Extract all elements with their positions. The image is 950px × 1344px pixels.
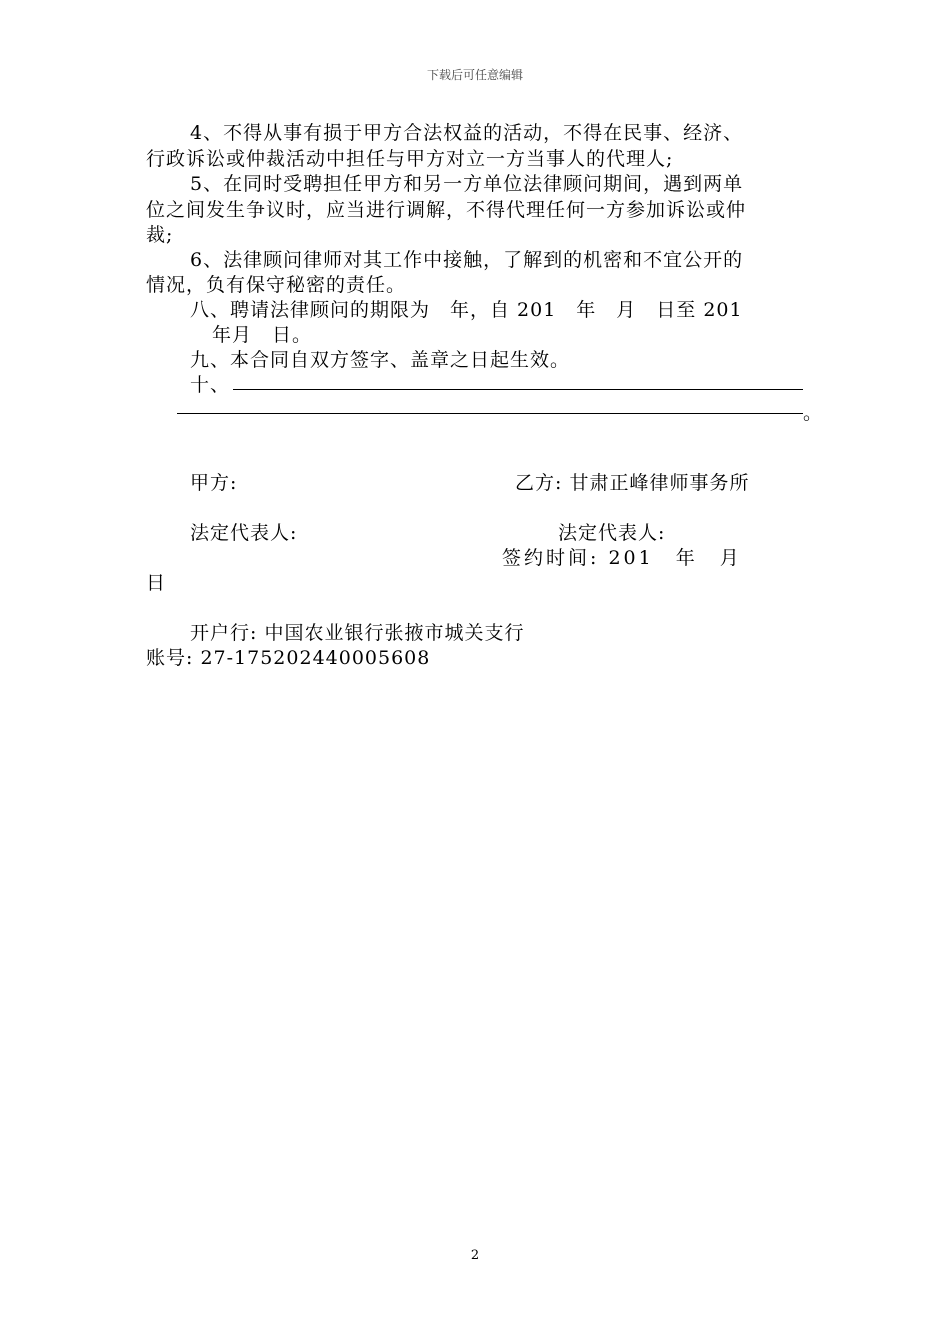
item10-end-mark: 。 bbox=[803, 402, 824, 424]
bank-line: 开户行: 中国农业银行张掖市城关支行 bbox=[190, 622, 525, 644]
item4-line2: 行政诉讼或仲裁活动中担任与甲方对立一方当事人的代理人; bbox=[146, 148, 674, 170]
item5-line3: 裁; bbox=[146, 224, 174, 246]
item10-blank-line-2 bbox=[177, 413, 803, 414]
page-number: 2 bbox=[470, 1248, 480, 1263]
item8-line2: 年月 日。 bbox=[212, 324, 313, 346]
rep-b-label: 法定代表人: bbox=[558, 522, 666, 544]
item10-label: 十、 bbox=[190, 374, 231, 396]
item5-line1: 5、在同时受聘担任甲方和另一方单位法律顾问期间，遇到两单 bbox=[190, 173, 744, 195]
item5-line2: 位之间发生争议时，应当进行调解，不得代理任何一方参加诉讼或仲 bbox=[146, 199, 747, 221]
sign-day: 日 bbox=[146, 572, 167, 594]
item9-line: 九、本合同自双方签字、盖章之日起生效。 bbox=[190, 349, 571, 371]
party-a-label: 甲方: bbox=[190, 472, 238, 494]
rep-a-label: 法定代表人: bbox=[190, 522, 298, 544]
item4-line1: 4、不得从事有损于甲方合法权益的活动，不得在民事、经济、 bbox=[190, 122, 744, 144]
item6-line2: 情况，负有保守秘密的责任。 bbox=[146, 274, 407, 296]
item10-blank-line-1 bbox=[233, 389, 803, 390]
party-b-label: 乙方: 甘肃正峰律师事务所 bbox=[515, 472, 750, 494]
account-line: 账号: 27-175202440005608 bbox=[146, 647, 431, 669]
sign-time: 签约时间: 201 年 月 bbox=[502, 547, 742, 569]
item6-line1: 6、法律顾问律师对其工作中接触，了解到的机密和不宜公开的 bbox=[190, 249, 744, 271]
header-note: 下载后可任意编辑 bbox=[426, 68, 523, 82]
item8-line1: 八、聘请法律顾问的期限为 年，自 201 年 月 日至 201 bbox=[190, 299, 743, 321]
